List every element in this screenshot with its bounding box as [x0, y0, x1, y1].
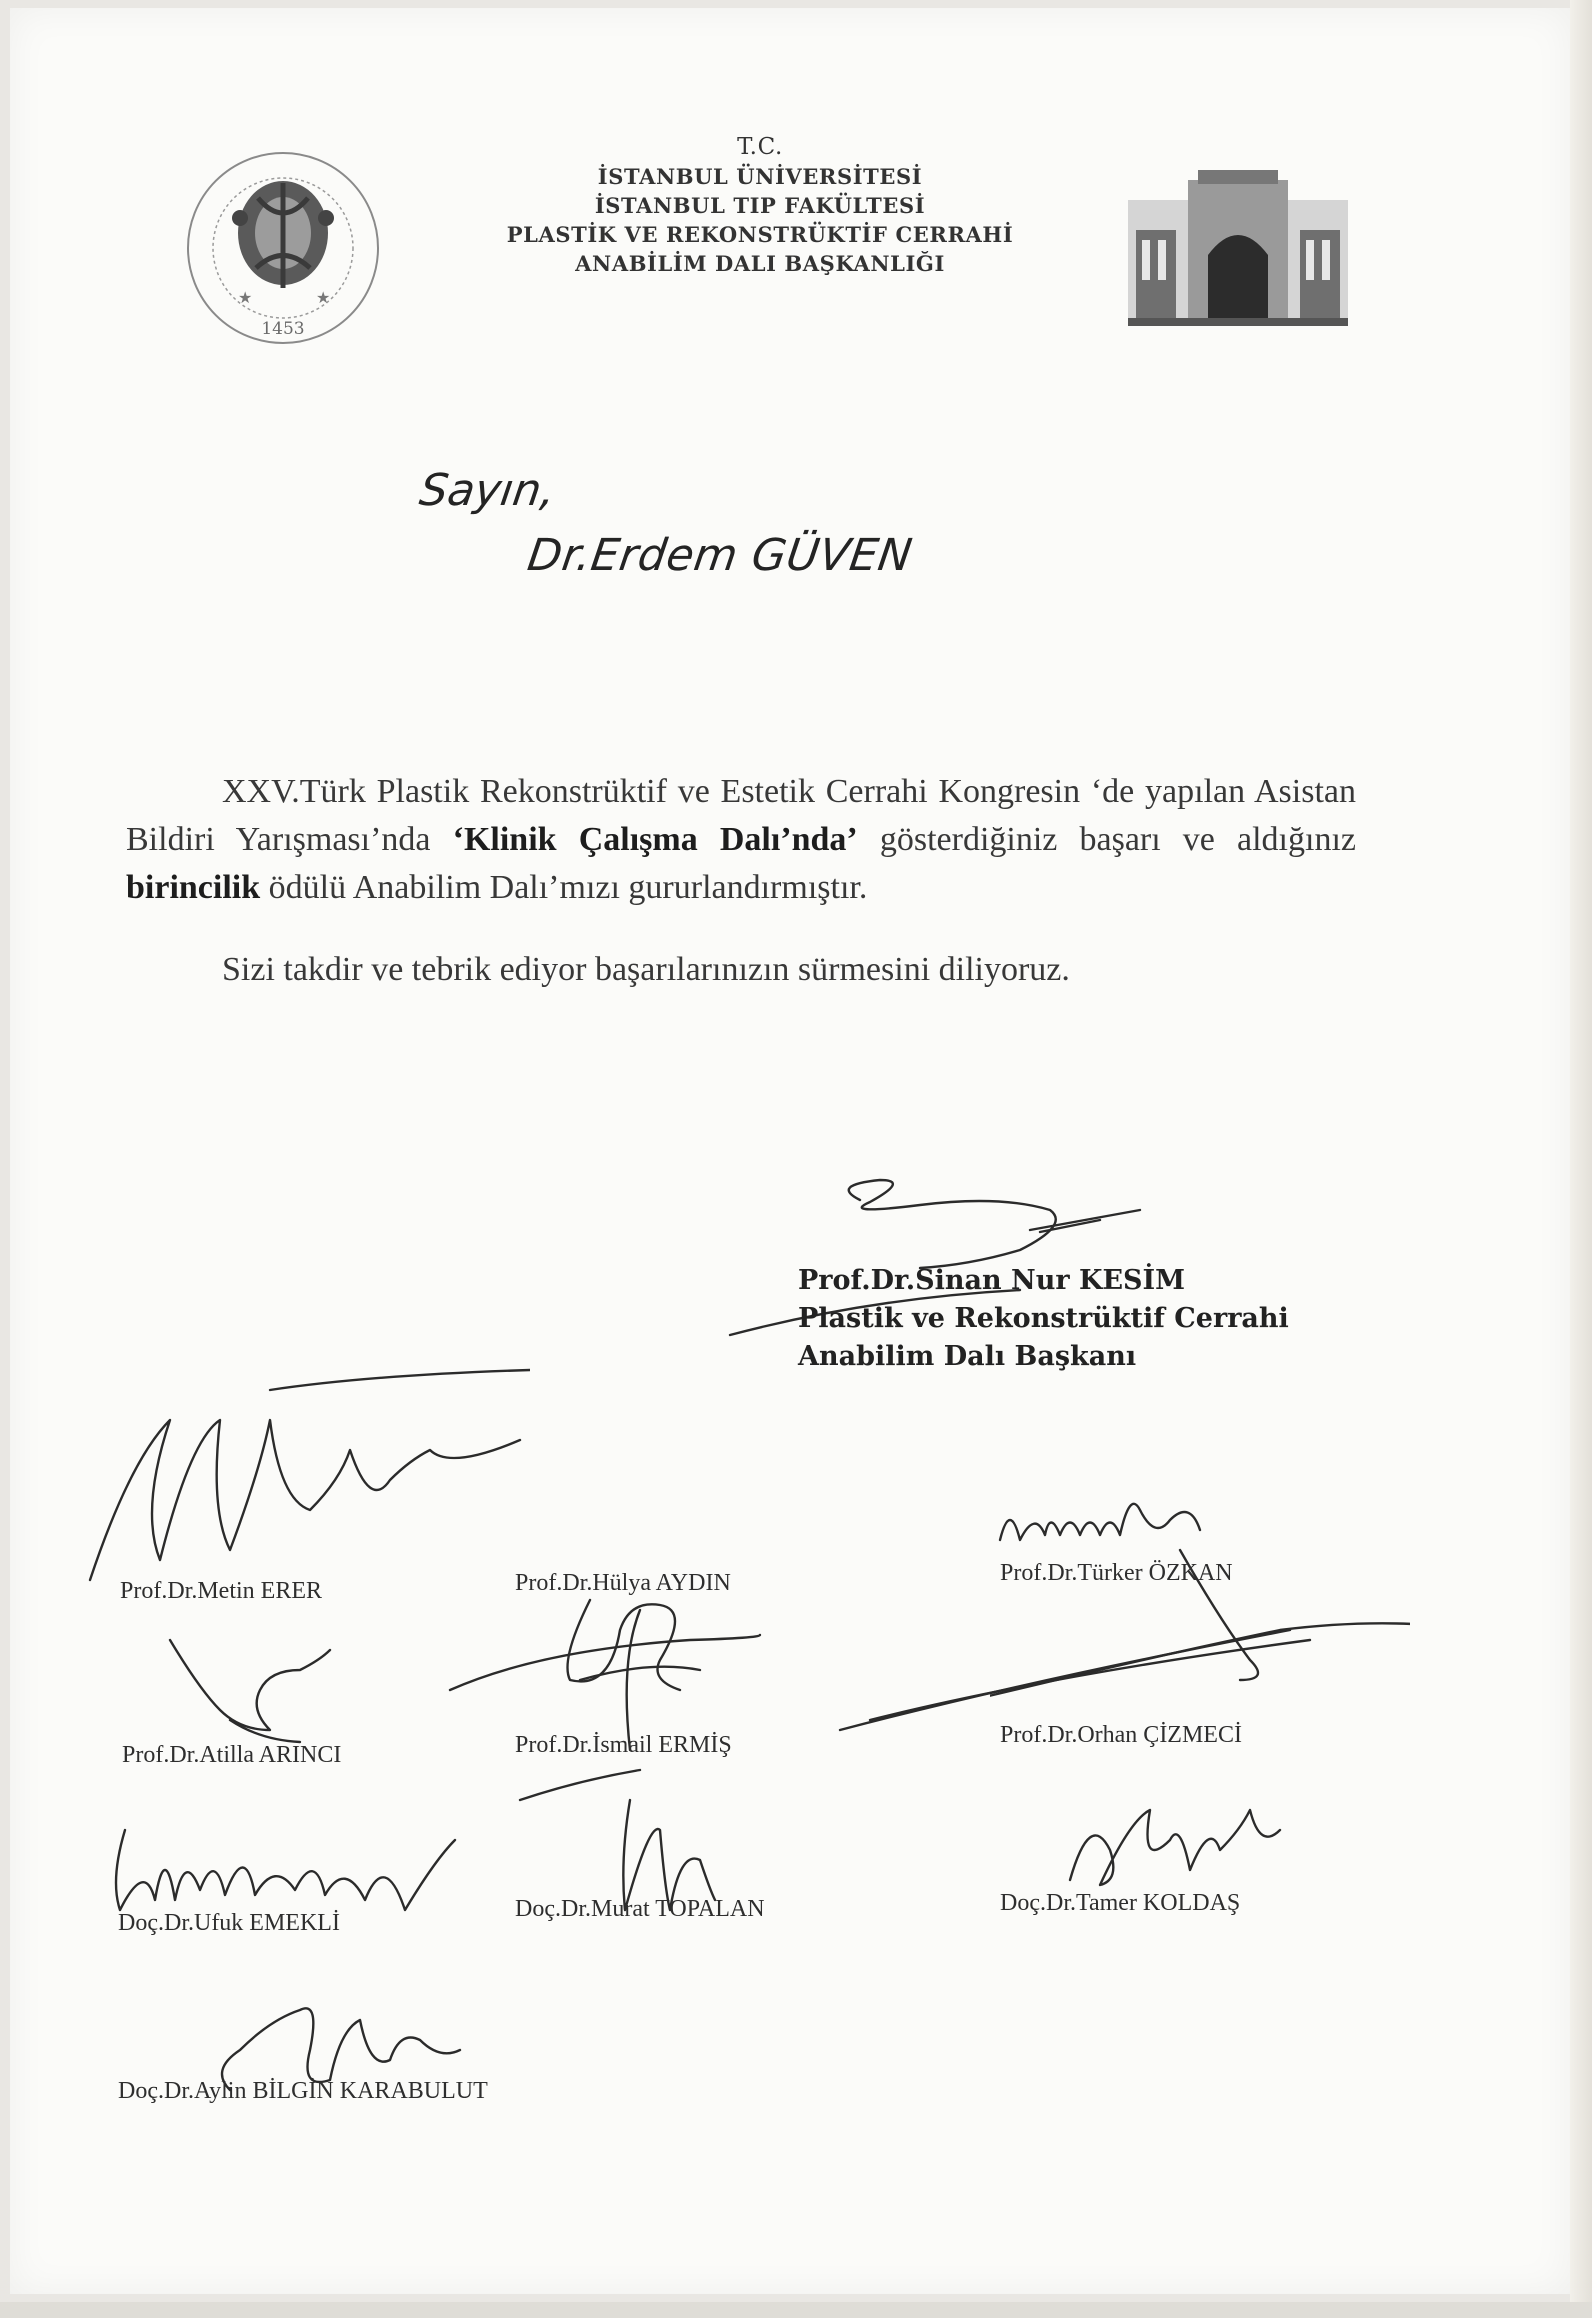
body-paragraph-1 [126, 768, 1356, 912]
body-emphasis-category: ‘Klinik Çalışma Dalı’nda’ [452, 821, 858, 858]
page-edge-bottom [0, 2302, 1592, 2318]
head-signatory-title-2: Anabilim Dalı Başkanı [798, 1341, 1137, 1372]
head-signatory [798, 1262, 1289, 1376]
salutation-line: Sayın, [416, 465, 559, 516]
header-line-department: PLASTİK VE REKONSTRÜKTİF CERRAHİ [506, 222, 1014, 247]
university-seal-icon [178, 138, 388, 368]
faculty-member-9: Doç.Dr.Tamer KOLDAŞ [1000, 1890, 1241, 1916]
header-line-university: İSTANBUL ÜNİVERSİTESİ [597, 164, 923, 189]
body-emphasis-rank: birincilik [126, 869, 261, 906]
letterhead [0, 0, 1592, 380]
body-text: XXV.Türk Plastik Rekonstrüktif ve Estetik Cerrahi Kongresin ‘de yapılan Asistan Bildiri Yarışması’nda [126, 773, 1356, 858]
faculty-member-10: Doç.Dr.Aylin BİLGİN KARABULUT [118, 2078, 488, 2104]
body-text: ödülü Anabilim Dalı’mızı gururlandırmıştır. [260, 869, 868, 906]
faculty-member-5: Prof.Dr.İsmail ERMİŞ [515, 1732, 732, 1758]
header-line-tc: T.C. [737, 134, 783, 160]
faculty-member-1: Prof.Dr.Metin ERER [120, 1578, 322, 1604]
svg-text:★: ★ [238, 288, 253, 307]
faculty-member-3: Prof.Dr.Türker ÖZKAN [1000, 1560, 1233, 1586]
faculty-member-7: Doç.Dr.Ufuk EMEKLİ [118, 1910, 340, 1936]
seal-year: 1453 [261, 319, 305, 339]
faculty-member-2: Prof.Dr.Hülya AYDIN [515, 1570, 731, 1596]
university-gate-icon [1128, 160, 1348, 330]
svg-text:★: ★ [316, 288, 331, 307]
body-paragraph-2: Sizi takdir ve tebrik ediyor başarılarınızın sürmesini diliyoruz. [222, 951, 1070, 988]
faculty-member-4: Prof.Dr.Atilla ARINCI [122, 1742, 342, 1768]
head-signatory-name: Prof.Dr.Sinan Nur KESİM [798, 1265, 1186, 1296]
header-line-faculty: İSTANBUL TIP FAKÜLTESİ [594, 193, 926, 218]
header-line-chair: ANABİLİM DALI BAŞKANLIĞI [575, 251, 945, 276]
body-text: gösterdiğiniz başarı ve aldığınız [857, 821, 1356, 858]
faculty-member-8: Doç.Dr.Murat TOPALAN [515, 1896, 765, 1922]
letter-body [126, 768, 1356, 1028]
head-signatory-title-1: Plastik ve Rekonstrüktif Cerrahi [798, 1303, 1289, 1334]
institution-header [430, 133, 1090, 278]
recipient-name: Dr.Erdem GÜVEN [524, 530, 916, 581]
faculty-member-6: Prof.Dr.Orhan ÇİZMECİ [1000, 1722, 1242, 1748]
